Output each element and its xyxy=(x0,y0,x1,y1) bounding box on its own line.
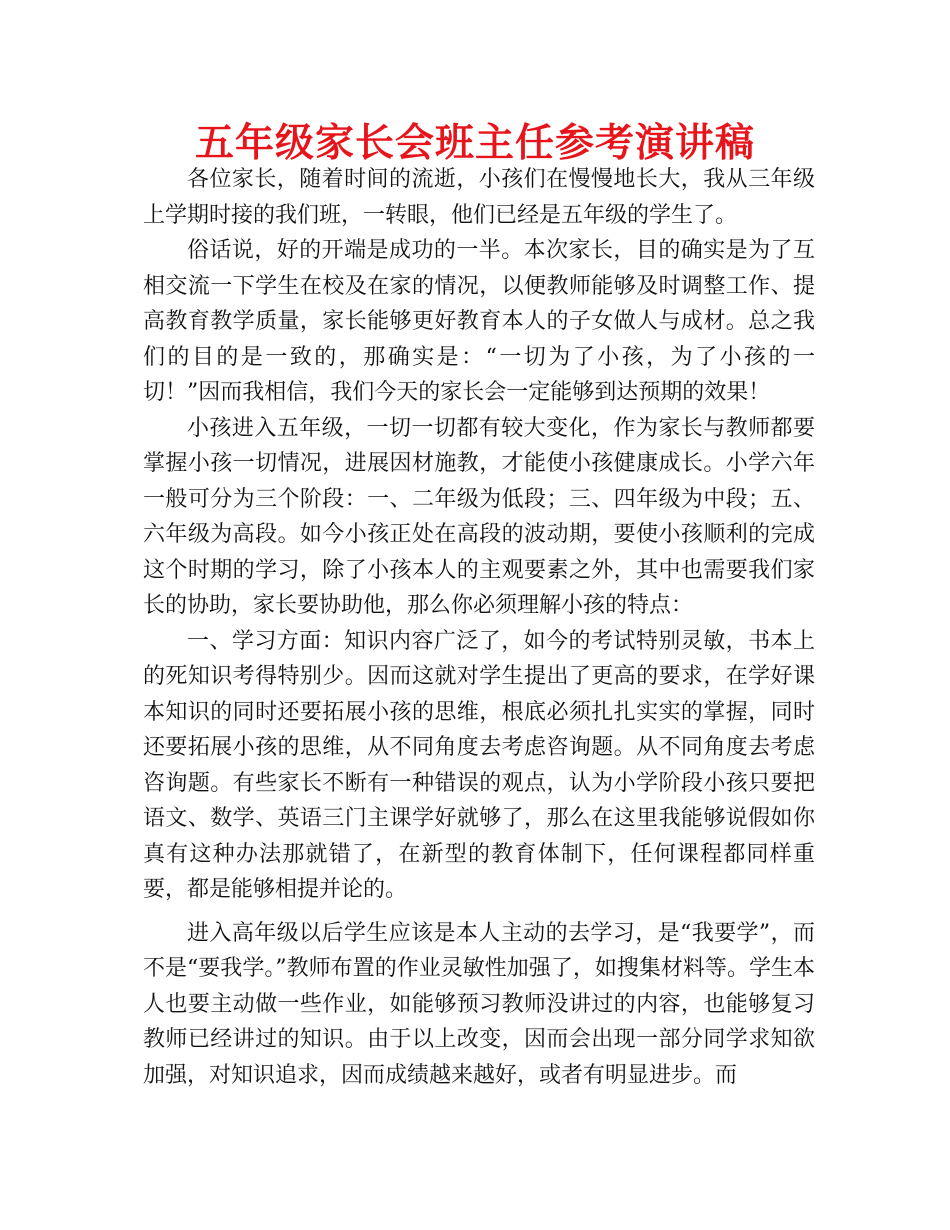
paragraph-initiative: 进入高年级以后学生应该是本人主动的去学习，是“我要学”，而不是“要我学。”教师布置的作业灵敏性加强了，如搜集材料等。学生本人也要主动做一些作业，如能够预习教师没讲过的内容，也能够复习教师已经讲过的知识。由于以上改变，因而会出现一部分同学求知欲加强，对知识追求，因而成绩越来越好，或者有明显进步。而 xyxy=(143,920,815,1088)
document-body xyxy=(143,162,815,1093)
paragraph-stages: 小孩进入五年级，一切一切都有较大变化，作为家长与教师都要掌握小孩一切情况，进展因材施教，才能使小孩健康成长。小学六年一般可分为三个阶段：一、二年级为低段；三、四年级为中段；五、六年级为高段。如今小孩正处在高段的波动期，要使小孩顺利的完成这个时期的学习，除了小孩本人的主观要素之外，其中也需要我们家长的协助，家长要协助他，那么你必须理解小孩的特点： xyxy=(143,415,815,618)
document-title: 五年级家长会班主任参考演讲稿 xyxy=(194,121,755,166)
paragraph-study: 一、学习方面：知识内容广泛了，如今的考试特别灵敏，书本上的死知识考得特别少。因而这就对学生提出了更高的要求，在学好课本知识的同时还要拓展小孩的思维，根底必须扎扎实实的掌握，同时还要拓展小孩的思维，从不同角度去考虑咨询题。从不同角度去考虑咨询题。有些家长不断有一种错误的观点，认为小学阶段小孩只要把语文、数学、英语三门主课学好就够了，那么在这里我能够说假如你真有这种办法那就错了，在新型的教育体制下，任何课程都同样重要，都是能够相提并论的。 xyxy=(143,628,815,902)
paragraph-greeting: 各位家长，随着时间的流逝，小孩们在慢慢地长大，我从三年级上学期时接的我们班，一转眼，他们已经是五年级的学生了。 xyxy=(143,167,815,228)
paragraph-purpose: 俗话说，好的开端是成功的一半。本次家长，目的确实是为了互相交流一下学生在校及在家的情况，以便教师能够及时调整工作、提高教育教学质量，家长能够更好教育本人的子女做人与成材。总之我们的目的是一致的，那确实是：“一切为了小孩，为了小孩的一切！”因而我相信，我们今天的家长会一定能够到达预期的效果！ xyxy=(143,238,815,405)
